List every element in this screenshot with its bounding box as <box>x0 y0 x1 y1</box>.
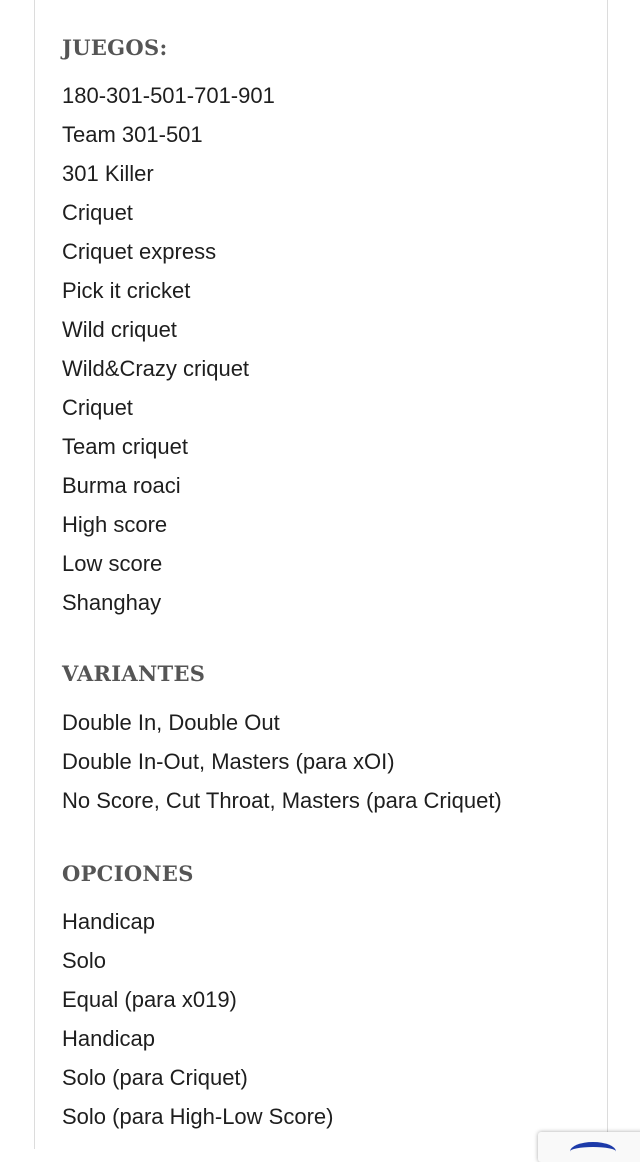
list-item: Handicap <box>62 909 155 934</box>
list-item: Solo (para Criquet) <box>62 1065 248 1090</box>
list-item: Pick it cricket <box>62 278 191 303</box>
recaptcha-badge[interactable] <box>538 1132 640 1162</box>
section-heading-juegos: JUEGOS: <box>62 35 168 60</box>
section-heading-variantes: VARIANTES <box>62 661 206 686</box>
list-item: Double In-Out, Masters (para xOI) <box>62 749 395 774</box>
list-item: Criquet <box>62 200 133 225</box>
list-item: Handicap <box>62 1026 155 1051</box>
list-opciones <box>62 902 333 1136</box>
list-item: Double In, Double Out <box>62 710 280 735</box>
section-heading-opciones: OPCIONES <box>62 861 194 886</box>
list-variantes <box>62 703 502 820</box>
article-page <box>34 0 608 1149</box>
list-item: Solo (para High-Low Score) <box>62 1104 334 1129</box>
list-item: Equal (para x019) <box>62 987 237 1012</box>
list-item: Solo <box>62 948 107 973</box>
list-item: Wild criquet <box>62 317 177 342</box>
list-item: Burma roaci <box>62 473 181 498</box>
list-item: No Score, Cut Throat, Masters (para Criquet) <box>62 788 502 813</box>
list-item: 180-301-501-701-901 <box>62 83 275 108</box>
list-item: Criquet <box>62 395 133 420</box>
list-item: Wild&Crazy criquet <box>62 356 250 381</box>
list-item: High score <box>62 512 168 537</box>
list-item: 301 Killer <box>62 161 154 186</box>
recaptcha-badge-icon <box>570 1142 616 1161</box>
list-item: Team 301-501 <box>62 122 203 147</box>
list-item: Team criquet <box>62 434 188 459</box>
list-juegos <box>62 76 275 622</box>
list-item: Criquet express <box>62 239 217 264</box>
list-item: Low score <box>62 551 163 576</box>
list-item: Shanghay <box>62 590 162 615</box>
